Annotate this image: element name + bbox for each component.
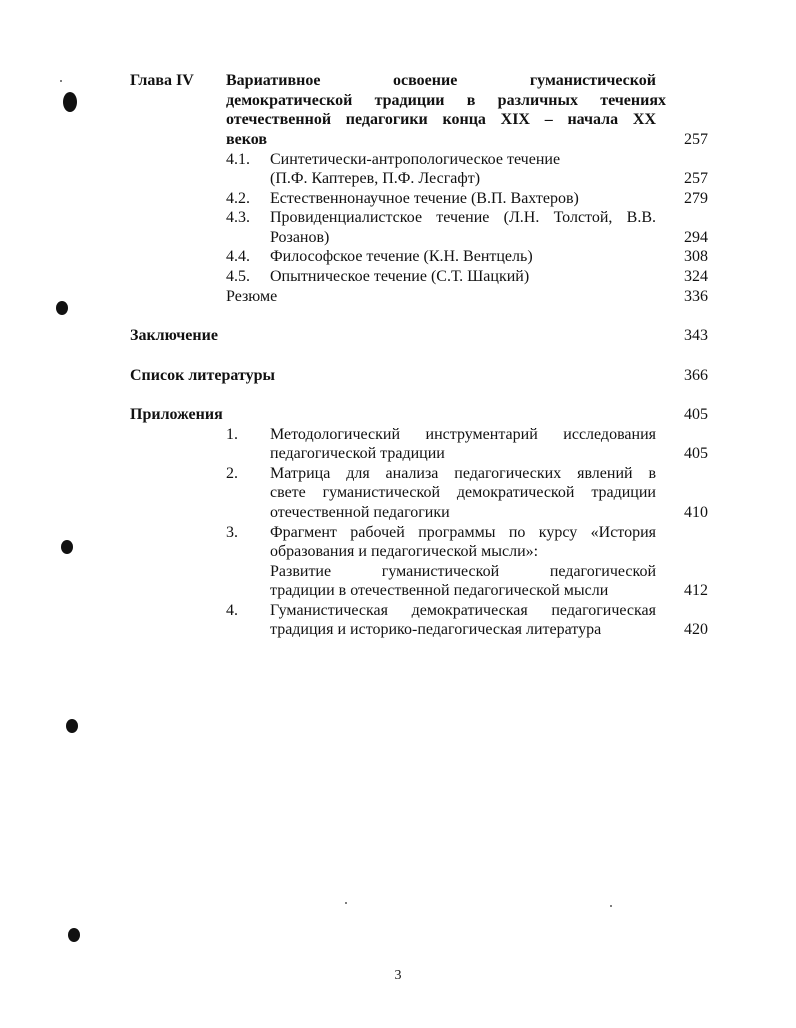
section-number: 4.3. [226, 209, 250, 226]
section-page: 294 [684, 229, 708, 246]
appendix-page: 405 [684, 445, 708, 462]
appendix-title-line: традиция и историко-педагогическая литература [270, 621, 602, 638]
page-number: 3 [394, 968, 402, 983]
punch-hole-mark [68, 928, 80, 942]
appendix-title-line: Фрагмент рабочей программы по курсу «История [270, 524, 656, 541]
appendix-page: 412 [684, 582, 708, 599]
section-page: 324 [684, 268, 708, 285]
appendix-title-line: традиции в отечественной педагогической мысли [270, 582, 609, 599]
section-title-line: Синтетически-антропологическое течение [270, 151, 561, 168]
section-title-line: Провиденциалистское течение (Л.Н. Толстой, В.В. [270, 209, 656, 226]
punch-hole-mark [56, 301, 68, 315]
appendices-label: Приложения [130, 406, 223, 423]
appendix-title-line: педагогической традиции [270, 445, 445, 462]
scan-speck [345, 902, 347, 904]
chapter-label: Глава IV [130, 72, 194, 89]
resume-label: Резюме [226, 288, 278, 305]
section-number: 4.1. [226, 151, 250, 168]
appendix-number: 4. [226, 602, 238, 619]
appendix-title-line: свете гуманистической демократической традиции [270, 484, 656, 501]
punch-hole-mark [61, 540, 73, 554]
punch-hole-mark [63, 92, 77, 112]
appendix-page: 420 [684, 621, 708, 638]
conclusion-page: 343 [684, 327, 708, 344]
resume-page: 336 [684, 288, 708, 305]
section-title-line: Розанов) [270, 229, 330, 246]
conclusion-label: Заключение [130, 327, 218, 344]
section-page: 257 [684, 170, 708, 187]
section-title-line: (П.Ф. Каптерев, П.Ф. Лесгафт) [270, 170, 481, 187]
chapter-title-line: демократической традиции в различных течениях [226, 92, 666, 109]
section-title-line: Естественнонаучное течение (В.П. Вахтеров) [270, 190, 579, 207]
chapter-title-line: веков [226, 131, 267, 148]
appendix-title-line: образования и педагогической мысли»: [270, 543, 539, 560]
chapter-title-line: отечественной педагогики конца XIX – начала XX [226, 111, 656, 128]
section-title-line: Философское течение (К.Н. Вентцель) [270, 248, 533, 265]
chapter-title-line: Вариативное освоение гуманистической [226, 72, 656, 89]
appendix-number: 2. [226, 465, 238, 482]
section-number: 4.4. [226, 248, 250, 265]
punch-hole-mark [66, 719, 78, 733]
chapter-page: 257 [684, 131, 708, 148]
appendix-number: 1. [226, 426, 238, 443]
section-number: 4.5. [226, 268, 250, 285]
appendices-page: 405 [684, 406, 708, 423]
section-title-line: Опытническое течение (С.Т. Шацкий) [270, 268, 530, 285]
section-page: 308 [684, 248, 708, 265]
appendix-title-line: Развитие гуманистической педагогической [270, 563, 656, 580]
references-page: 366 [684, 367, 708, 384]
references-label: Список литературы [130, 367, 275, 384]
appendix-page: 410 [684, 504, 708, 521]
section-number: 4.2. [226, 190, 250, 207]
scan-speck [610, 905, 612, 907]
appendix-title-line: Методологический инструментарий исследования [270, 426, 656, 443]
appendix-title-line: Матрица для анализа педагогических явлений в [270, 465, 656, 482]
appendix-title-line: Гуманистическая демократическая педагогическая [270, 602, 656, 619]
appendix-title-line: отечественной педагогики [270, 504, 450, 521]
appendix-number: 3. [226, 524, 238, 541]
section-page: 279 [684, 190, 708, 207]
scan-speck [60, 80, 62, 82]
